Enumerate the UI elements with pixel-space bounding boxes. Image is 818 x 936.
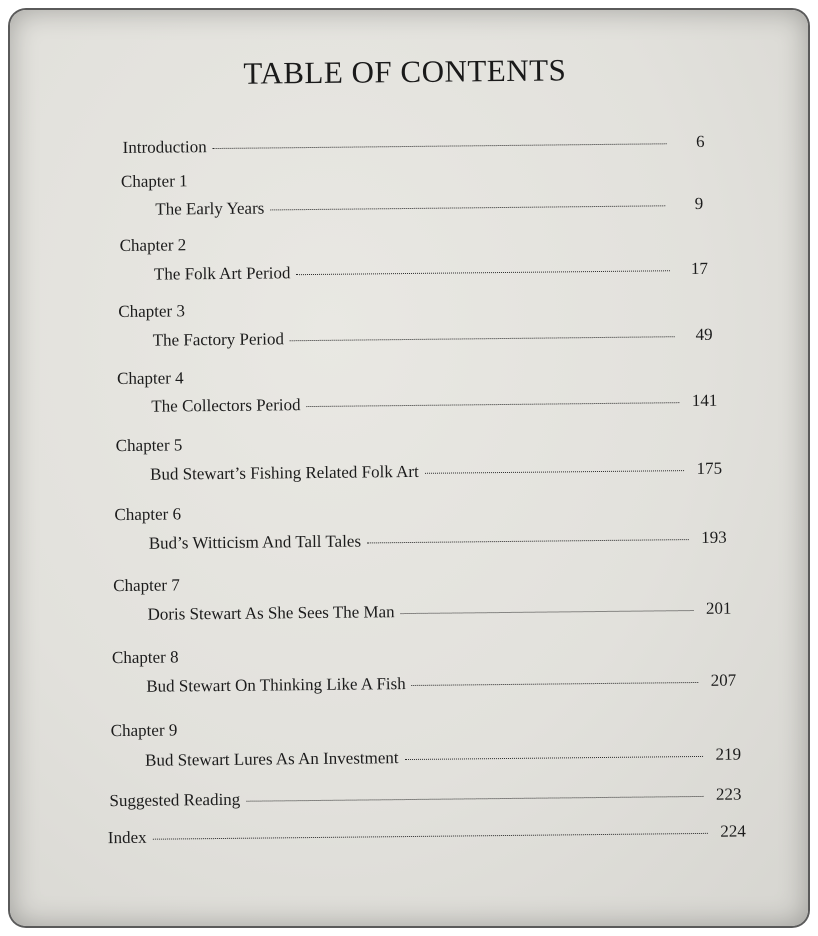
toc-entry-label: The Collectors Period: [151, 395, 301, 416]
chapter-heading: Chapter 2: [119, 235, 187, 256]
chapter-heading: Chapter 6: [114, 504, 182, 525]
toc-entry-suggested-reading: [109, 785, 741, 812]
toc-entry-chapter-4: [151, 391, 717, 417]
chapter-heading: Chapter 8: [111, 647, 179, 668]
page-title: TABLE OF CONTENTS: [243, 52, 567, 91]
dot-leader: [246, 796, 703, 802]
dot-leader: [367, 539, 689, 543]
toc-page-number: 141: [691, 390, 718, 411]
toc-page-number: 175: [696, 458, 723, 478]
toc-entry-index: [108, 821, 746, 848]
toc-page-number: 219: [715, 744, 742, 764]
dot-leader: [270, 205, 665, 210]
chapter-heading: Chapter 1: [120, 171, 188, 191]
toc-entry-label: Bud Stewart On Thinking Like A Fish: [146, 674, 406, 696]
toc-entry-chapter-1: [155, 194, 703, 220]
toc-entry-label: Bud Stewart’s Fishing Related Folk Art: [149, 461, 419, 484]
toc-entry-label: Bud’s Witticism And Tall Tales: [148, 531, 362, 553]
dot-leader: [412, 682, 699, 686]
toc-entry-chapter-5: [150, 459, 722, 485]
toc-entry-label: The Factory Period: [152, 329, 284, 350]
dot-leader: [213, 143, 667, 149]
dot-leader: [290, 336, 675, 341]
toc-entry-label: The Folk Art Period: [153, 263, 291, 284]
chapter-heading: Chapter 5: [115, 435, 183, 456]
chapter-heading: Chapter 3: [118, 301, 186, 322]
toc-page-number: 207: [710, 670, 737, 690]
toc-entry-chapter-9: [145, 745, 741, 771]
dot-leader: [296, 270, 670, 275]
toc-entry-chapter-6: [149, 528, 727, 554]
toc-page-number: 9: [694, 193, 704, 213]
toc-entry-label: Suggested Reading: [109, 789, 241, 811]
toc-entry-chapter-7: [147, 599, 731, 625]
toc-entry-introduction: [123, 132, 705, 158]
book-page: [10, 10, 808, 926]
toc-page-number: 223: [715, 784, 742, 804]
dot-leader: [153, 833, 708, 840]
toc-entry-label: The Early Years: [155, 198, 265, 219]
toc-page-number: 224: [720, 821, 746, 841]
chapter-heading: Chapter 7: [113, 575, 180, 596]
toc-page-number: 17: [690, 258, 709, 279]
toc-entry-chapter-8: [146, 671, 736, 697]
toc-page-number: 193: [701, 527, 727, 547]
toc-entry-label: Introduction: [122, 137, 207, 157]
dot-leader: [405, 756, 703, 760]
toc-entry-label: Bud Stewart Lures As An Investment: [144, 748, 399, 770]
toc-page-number: 201: [705, 598, 732, 618]
toc-page-number: 6: [695, 131, 705, 151]
dot-leader: [307, 402, 680, 407]
toc-entry-label: Index: [107, 827, 147, 848]
dot-leader: [425, 470, 684, 474]
toc-page-number: 49: [695, 324, 713, 344]
page-content: [10, 10, 808, 926]
toc-entry-chapter-2: [154, 259, 708, 285]
dot-leader: [401, 610, 694, 614]
chapter-heading: Chapter 9: [110, 720, 178, 741]
toc-entry-label: Doris Stewart As She Sees The Man: [147, 602, 395, 624]
toc-entry-chapter-3: [153, 325, 713, 351]
table-of-contents: [10, 10, 808, 926]
chapter-heading: Chapter 4: [116, 368, 184, 389]
